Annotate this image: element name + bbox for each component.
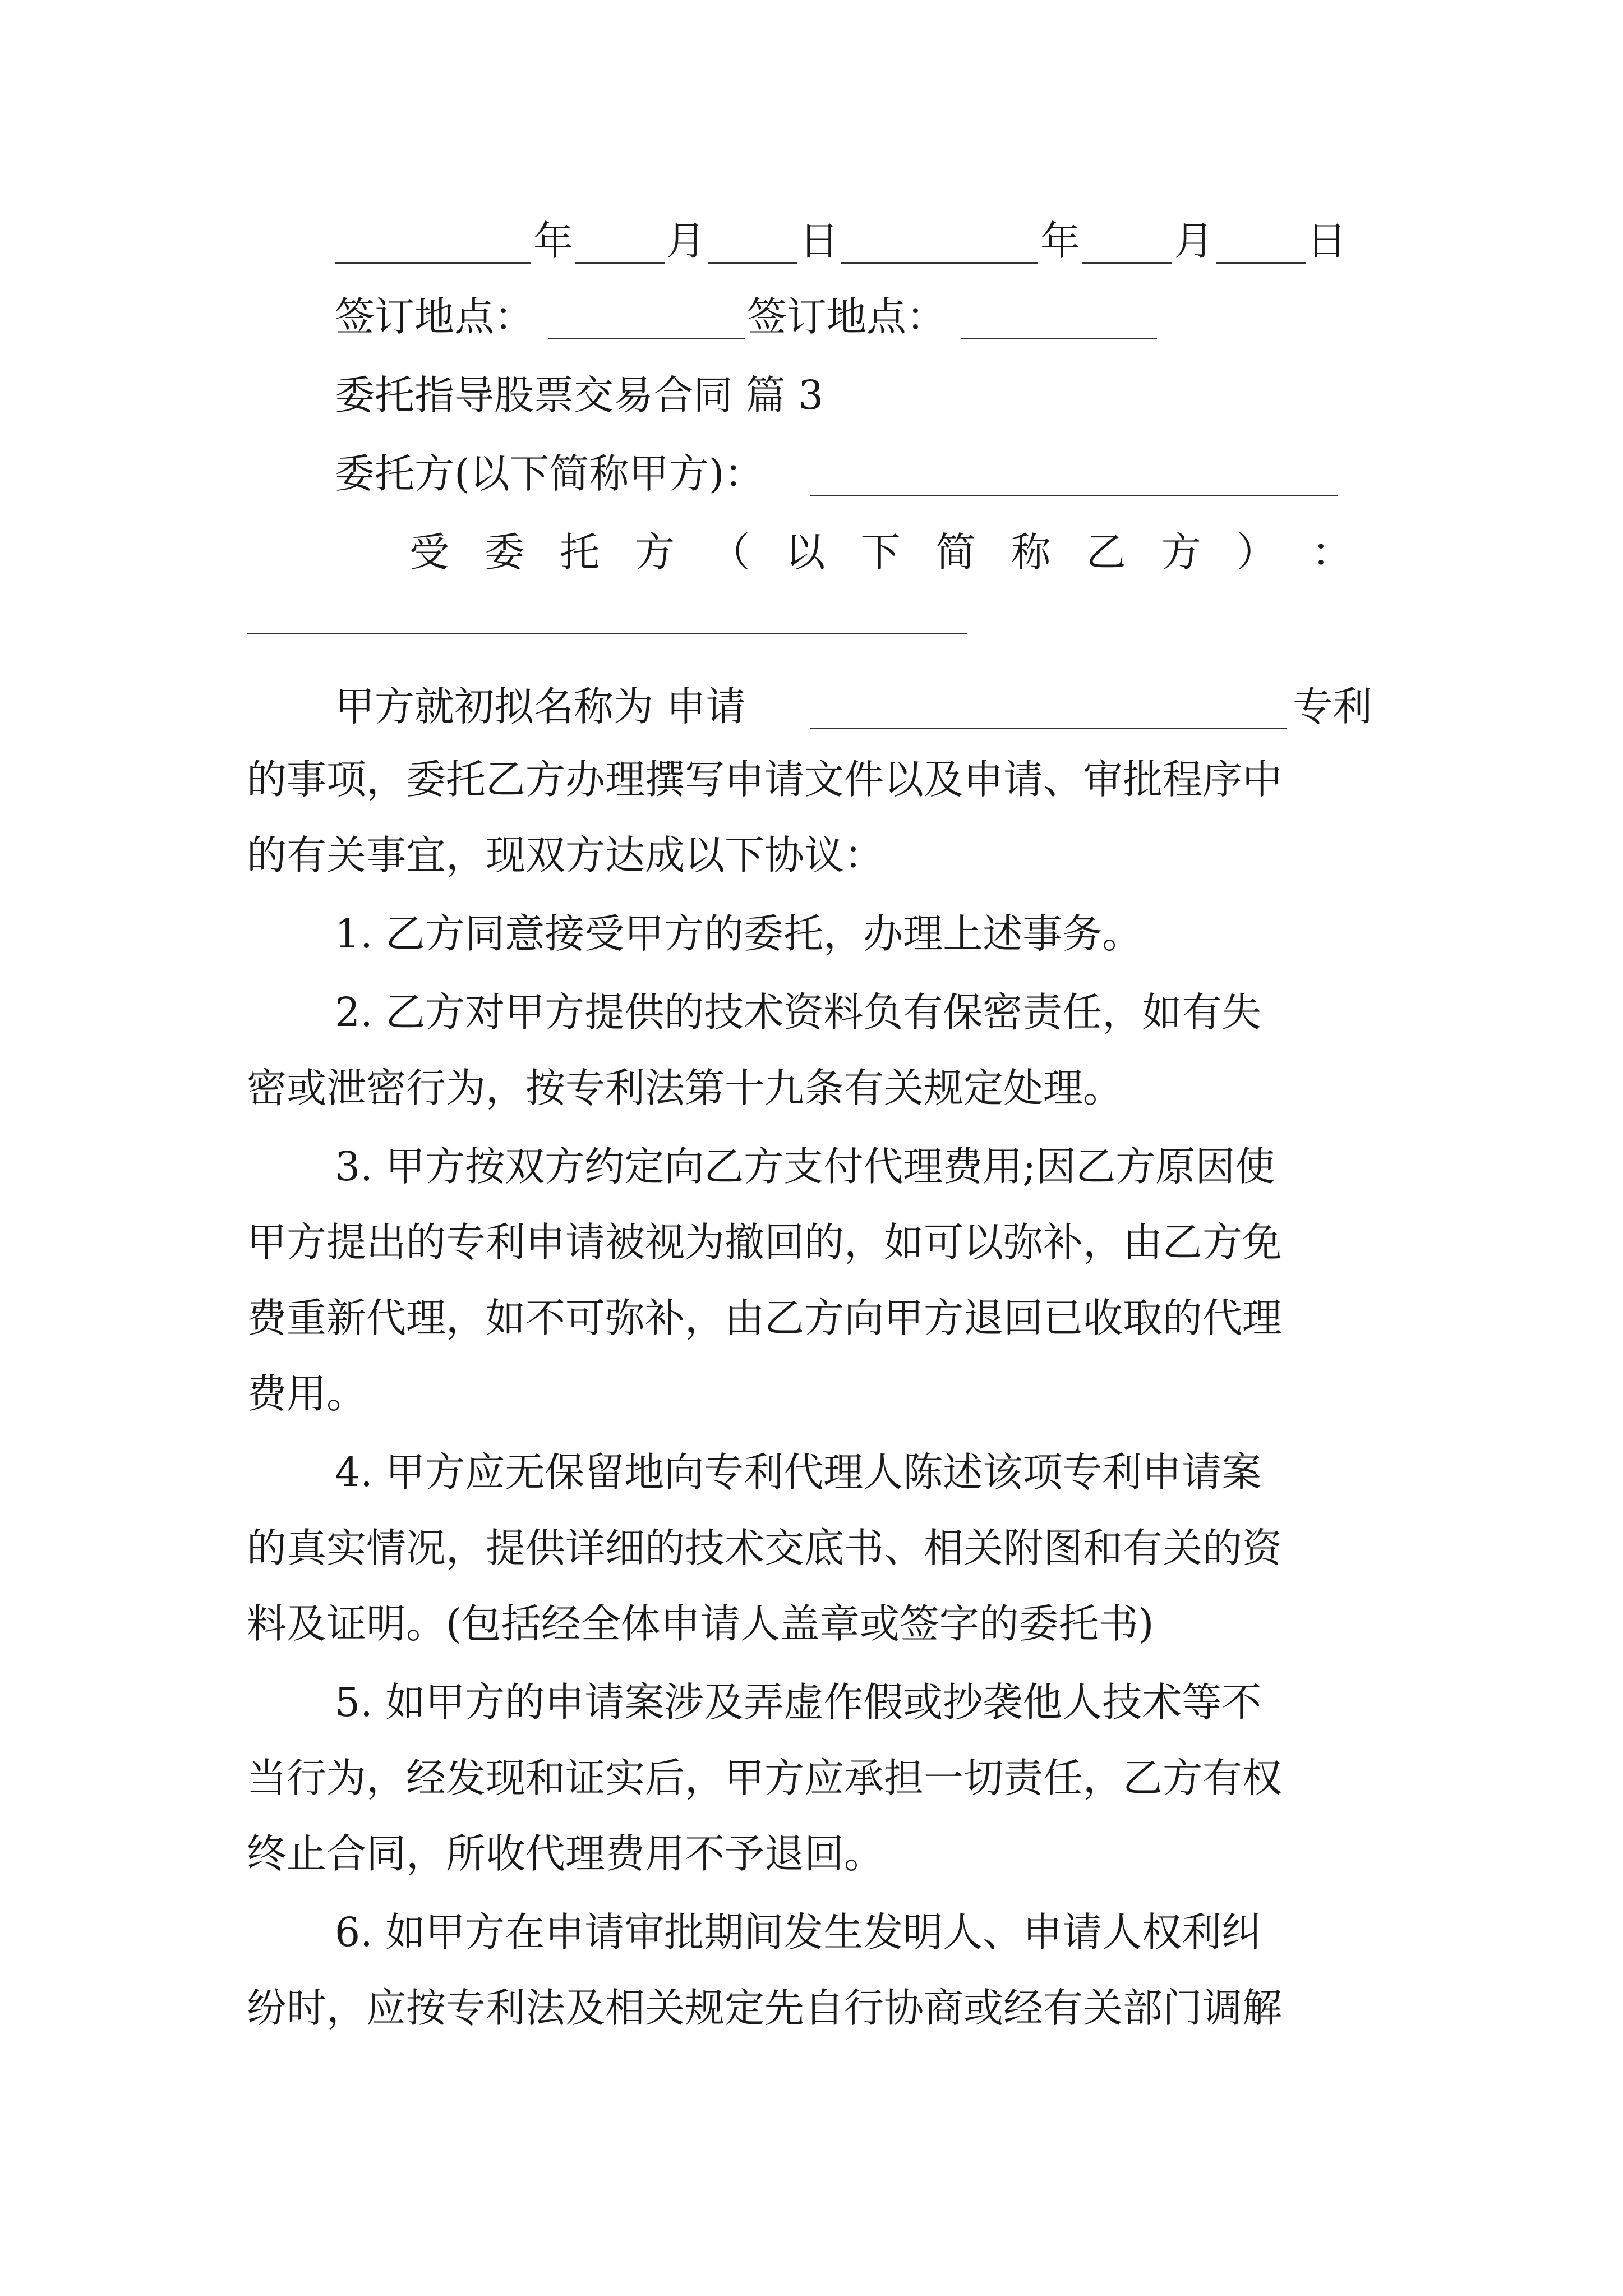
clause-text: 费重新代理，如不可弥补，由乙方向甲方退回已收取的代理: [247, 1295, 1283, 1341]
clause-3-line: [0, 1282, 1623, 1355]
date-month-label: 月: [1174, 218, 1214, 264]
clause-text: 甲方提出的专利申请被视为撤回的，如可以弥补，由乙方免: [247, 1219, 1283, 1266]
clause-3-line: [0, 1358, 1623, 1430]
clause-text: 3. 甲方按双方约定向乙方支付代理费用;因乙方原因使: [335, 1143, 1275, 1190]
party-b-char: 委: [485, 529, 525, 576]
date-day-label: 日: [1307, 218, 1347, 264]
clause-2-line: [0, 976, 1623, 1049]
clause-text: 6. 如甲方在申请审批期间发生发明人、申请人权利纠: [335, 1909, 1262, 1955]
clause-text: 的真实情况，提供详细的技术交底书、相关附图和有关的资: [247, 1525, 1283, 1571]
clause-4-line: [0, 1512, 1623, 1585]
clause-text: 1. 乙方同意接受甲方的委托，办理上述事务。: [335, 910, 1142, 957]
clause-5-line: [0, 1742, 1623, 1815]
intro-line-3: [0, 819, 1623, 892]
blank-underline: [1082, 262, 1172, 264]
blank-underline: [841, 262, 1038, 264]
clause-3-line: [0, 1206, 1623, 1279]
clause-text: 4. 甲方应无保留地向专利代理人陈述该项专利申请案: [335, 1449, 1262, 1496]
clause-text: 终止合同，所收代理费用不予退回。: [247, 1830, 884, 1877]
contract-title: 委托指导股票交易合同 篇 3: [335, 372, 824, 418]
clause-text: 纷时，应按专利法及相关规定先自行协商或经有关部门调解: [247, 1985, 1283, 2031]
date-month-label: 月: [666, 218, 706, 264]
party-b-char: 托: [560, 529, 600, 576]
clause-text: 当行为，经发现和证实后，甲方应承担一切责任，乙方有权: [247, 1755, 1283, 1801]
date-line: [0, 205, 1623, 278]
intro-text: 专利: [1293, 683, 1373, 730]
clause-1-line: [0, 898, 1623, 970]
clause-6-line: [0, 1972, 1623, 2045]
clause-text: 2. 乙方对甲方提供的技术资料负有保密责任，如有失: [335, 989, 1262, 1036]
blank-underline: [335, 262, 531, 264]
clause-text: 密或泄密行为，按专利法第十九条有关规定处理。: [247, 1065, 1123, 1111]
party-a-line: [0, 438, 1623, 510]
clause-text: 费用。: [247, 1370, 367, 1417]
intro-text: 的事项，委托乙方办理撰写申请文件以及申请、审批程序中: [247, 756, 1283, 803]
sign-place-line: [0, 280, 1623, 353]
date-year-label: 年: [1040, 218, 1081, 264]
contract-title-line: [0, 359, 1623, 432]
party-b-char: 受: [409, 529, 450, 576]
clause-3-line: [0, 1130, 1623, 1203]
blank-underline: [1216, 262, 1306, 264]
party-b-char: 方: [635, 529, 675, 576]
party-b-char: ）: [1236, 529, 1276, 576]
intro-text: 甲方就初拟名称为 申请: [335, 683, 746, 730]
sign-place-label: 签订地点：: [747, 293, 947, 340]
blank-underline: [247, 633, 967, 634]
clause-4-line: [0, 1436, 1623, 1509]
party-b-char: 称: [1011, 529, 1051, 576]
party-b-char: （: [710, 529, 750, 576]
party-b-char: 方: [1161, 529, 1201, 576]
intro-line-2: [0, 743, 1623, 816]
party-b-char: 简: [935, 529, 976, 576]
party-a-label: 委托方(以下简称甲方)：: [335, 450, 764, 497]
party-b-char: ：: [1311, 529, 1352, 576]
clause-2-line: [0, 1052, 1623, 1125]
clause-text: 料及证明。(包括经全体申请人盖章或签字的委托书): [247, 1600, 1154, 1647]
intro-line-1: [0, 670, 1623, 743]
blank-underline: [810, 728, 1287, 729]
clause-6-line: [0, 1896, 1623, 1969]
blank-underline: [810, 495, 1338, 496]
sign-place-label: 签订地点：: [335, 293, 534, 340]
clause-5-line: [0, 1666, 1623, 1739]
clause-5-line: [0, 1818, 1623, 1890]
party-b-char: 下: [860, 529, 901, 576]
party-b-blank-line: [0, 567, 1623, 639]
blank-underline: [961, 338, 1157, 339]
blank-underline: [708, 262, 797, 264]
date-day-label: 日: [799, 218, 840, 264]
party-b-char: 乙: [1086, 529, 1126, 576]
clause-4-line: [0, 1588, 1623, 1660]
blank-underline: [575, 262, 665, 264]
party-b-char: 以: [785, 529, 826, 576]
date-year-label: 年: [533, 218, 574, 264]
clause-text: 5. 如甲方的申请案涉及弄虚作假或抄袭他人技术等不: [335, 1679, 1262, 1726]
blank-underline: [548, 338, 745, 339]
intro-text: 的有关事宜，现双方达成以下协议：: [247, 832, 884, 878]
